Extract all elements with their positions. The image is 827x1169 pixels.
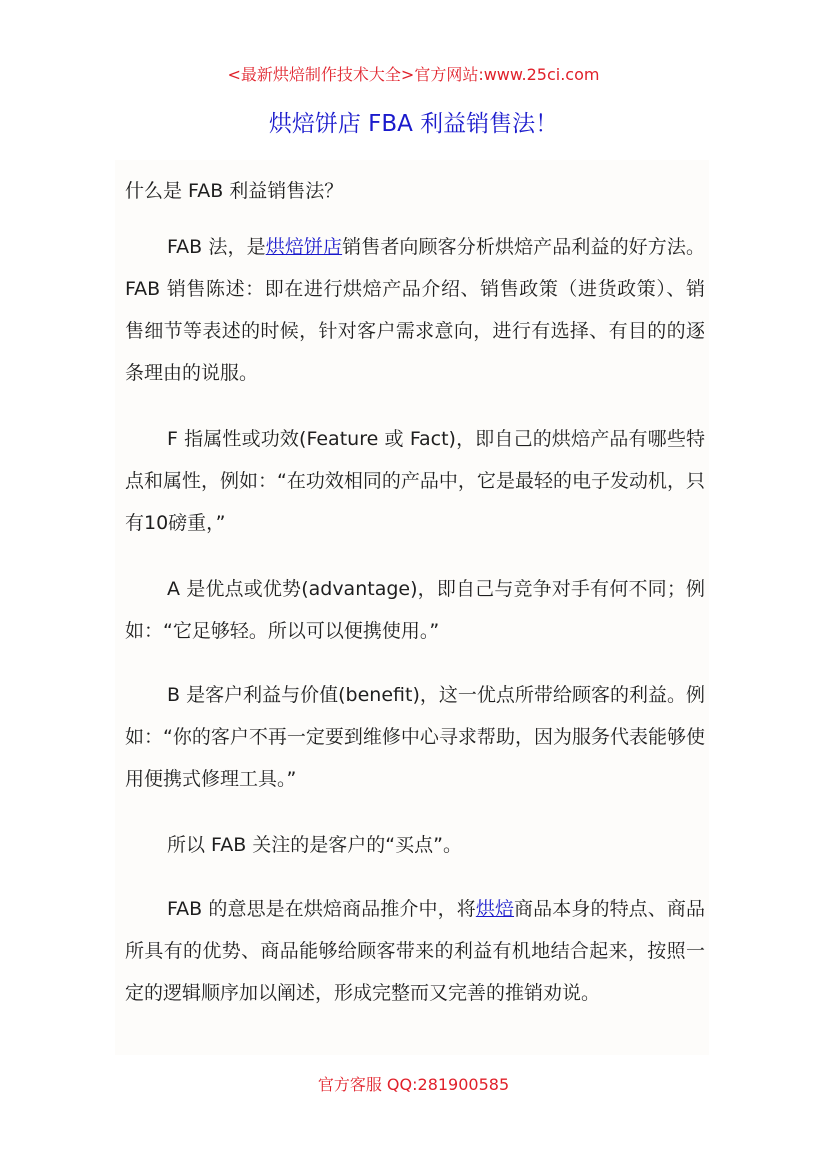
fab-definition-text-start: FAB 法，是 [167,236,266,258]
fab-definition-paragraph [125,226,705,394]
question-paragraph: 什么是 FAB 利益销售法？ [125,180,344,202]
buying-point-paragraph: 所以 FAB 关注的是客户的“买点”。 [167,834,462,856]
feature-paragraph: F 指属性或功效(Feature 或 Fact)，即自己的烘焙产品有哪些特点和属性，例如：“在功效相同的产品中，它是最轻的电子发动机，只有10磅重，” [125,428,705,534]
fab-meaning-text-start: FAB 的意思是在烘焙商品推介中，将 [167,898,476,920]
article-body [115,160,709,1055]
advantage-paragraph: A 是优点或优势(advantage)，即自己与竞争对手有何不同；例如：“它足够轻。所以可以便携使用。” [125,578,705,642]
page-title: 烘焙饼店 FBA 利益销售法！ [268,111,559,137]
bakery-link[interactable]: 烘焙 [475,898,515,920]
fab-meaning-text-end: 商品本身的特点、商品所具有的优势、商品能够给顾客带来的利益有机地结合起来，按照一定的逻辑顺序加以阐述，形成完整而又完善的推销劝说。 [125,898,705,1004]
fab-meaning-paragraph [125,888,705,1014]
benefit-paragraph: B 是客户利益与价值(benefit)，这一优点所带给顾客的利益。例如：“你的客户不再一定要到维修中心寻求帮助，因为服务代表能够使用便携式修理工具。” [125,684,705,790]
bakery-shop-link[interactable]: 烘焙饼店 [265,236,343,258]
customer-service-footer: 官方客服 QQ:281900585 [317,1075,510,1094]
fab-definition-text-end: 销售者向顾客分析烘焙产品利益的好方法。FAB 销售陈述：即在进行烘焙产品介绍、销售政策（进货政策）、销售细节等表述的时候，针对客户需求意向，进行有选择、有目的的逐条理由的说服。 [125,236,705,384]
site-header: <最新烘焙制作技术大全>官方网站:www.25ci.com [227,65,600,84]
